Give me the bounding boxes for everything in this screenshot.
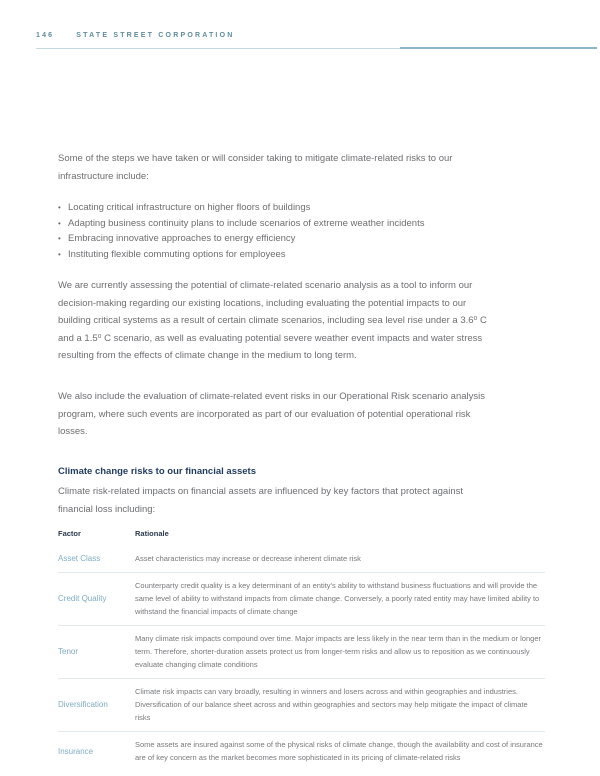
factors-table — [58, 527, 545, 771]
bullet-icon: • — [58, 203, 61, 212]
rationale-cell: Asset characteristics may increase or decrease inherent climate risk — [135, 554, 361, 563]
page-number: 146 — [36, 32, 55, 39]
bullet-icon: • — [58, 234, 61, 244]
factor-cell: Asset Class — [58, 554, 101, 563]
list-item — [58, 231, 492, 247]
list-item-text: Instituting flexible commuting options for employees — [68, 248, 286, 260]
table-row — [58, 546, 545, 573]
bullet-icon: • — [58, 218, 61, 228]
column-header-factor: Factor — [58, 529, 81, 538]
column-header-rationale: Rationale — [135, 529, 169, 538]
rationale-cell: Some assets are insured against some of the physical risks of climate change, though the availability and cost of insurance are of key concern as the market becomes more sophisticated in its pricing of climate-related risks — [135, 740, 543, 762]
bullet-icon: • — [58, 249, 61, 259]
header-rule-accent — [400, 47, 597, 49]
list-item — [58, 216, 492, 232]
table-row — [58, 732, 545, 771]
list-item — [58, 247, 492, 263]
table-row — [58, 573, 545, 626]
rationale-cell: Many climate risk impacts compound over time. Major impacts are less likely in the near term than in the medium or longer term. Therefore, shorter-duration assets protect us from longer-term risks and allow us to reposition as we continuously evaluate changing climate conditions — [135, 634, 541, 669]
paragraph-operational-risk: We also include the evaluation of climate-related event risks in our Operational Risk scenario analysis program, where such events are incorporated as part of our evaluation of potential operational risk losses. — [58, 391, 486, 437]
list-item-text: Adapting business continuity plans to include scenarios of extreme weather incidents — [68, 217, 425, 229]
mitigation-steps-list — [58, 200, 492, 262]
paragraph-scenario-analysis: We are currently assessing the potential of climate-related scenario analysis as a tool to inform our decision-making regarding our existing locations, including evaluating the potential impacts to our building critical systems as a result of certain climate scenarios, including sea level rise under a 3.6⁰ C and a 1.5⁰ C scenario, as well as evaluating potential severe weather event impacts and water stress resulting from the effects of climate change in the medium to long term. — [58, 280, 487, 361]
section-heading: Climate change risks to our financial assets — [58, 466, 256, 477]
list-item — [58, 200, 492, 216]
company-name: STATE STREET CORPORATION — [76, 32, 235, 39]
list-item-text: Locating critical infrastructure on higher floors of buildings — [68, 202, 311, 213]
table-row — [58, 679, 545, 732]
table-row — [58, 626, 545, 679]
table-header-row — [58, 527, 545, 546]
rationale-cell: Counterparty credit quality is a key determinant of an entity's ability to withstand business fluctuations and will provide the same level of ability to withstand impacts from climate change. Conversely, a poorly rated entity may have limited ability to withstand the financial impacts of climate change — [135, 581, 540, 616]
list-item-text: Embracing innovative approaches to energy efficiency — [68, 233, 296, 245]
factor-cell: Insurance — [58, 746, 94, 756]
factor-cell: Credit Quality — [58, 594, 107, 603]
page-header — [36, 32, 234, 39]
factor-cell: Diversification — [58, 700, 108, 709]
paragraph-mitigation-intro: Some of the steps we have taken or will consider taking to mitigate climate-related risks to our infrastructure include: — [58, 153, 453, 182]
factor-cell: Tenor — [58, 647, 79, 656]
rationale-cell: Climate risk impacts can vary broadly, resulting in winners and losers across and within geographies and industries. Diversification of our balance sheet across and within geographies and sectors may help mitigate the impact of climate risks — [135, 687, 528, 722]
section-intro: Climate risk-related impacts on financial assets are influenced by key factors that protect against financial loss including: — [58, 486, 463, 515]
